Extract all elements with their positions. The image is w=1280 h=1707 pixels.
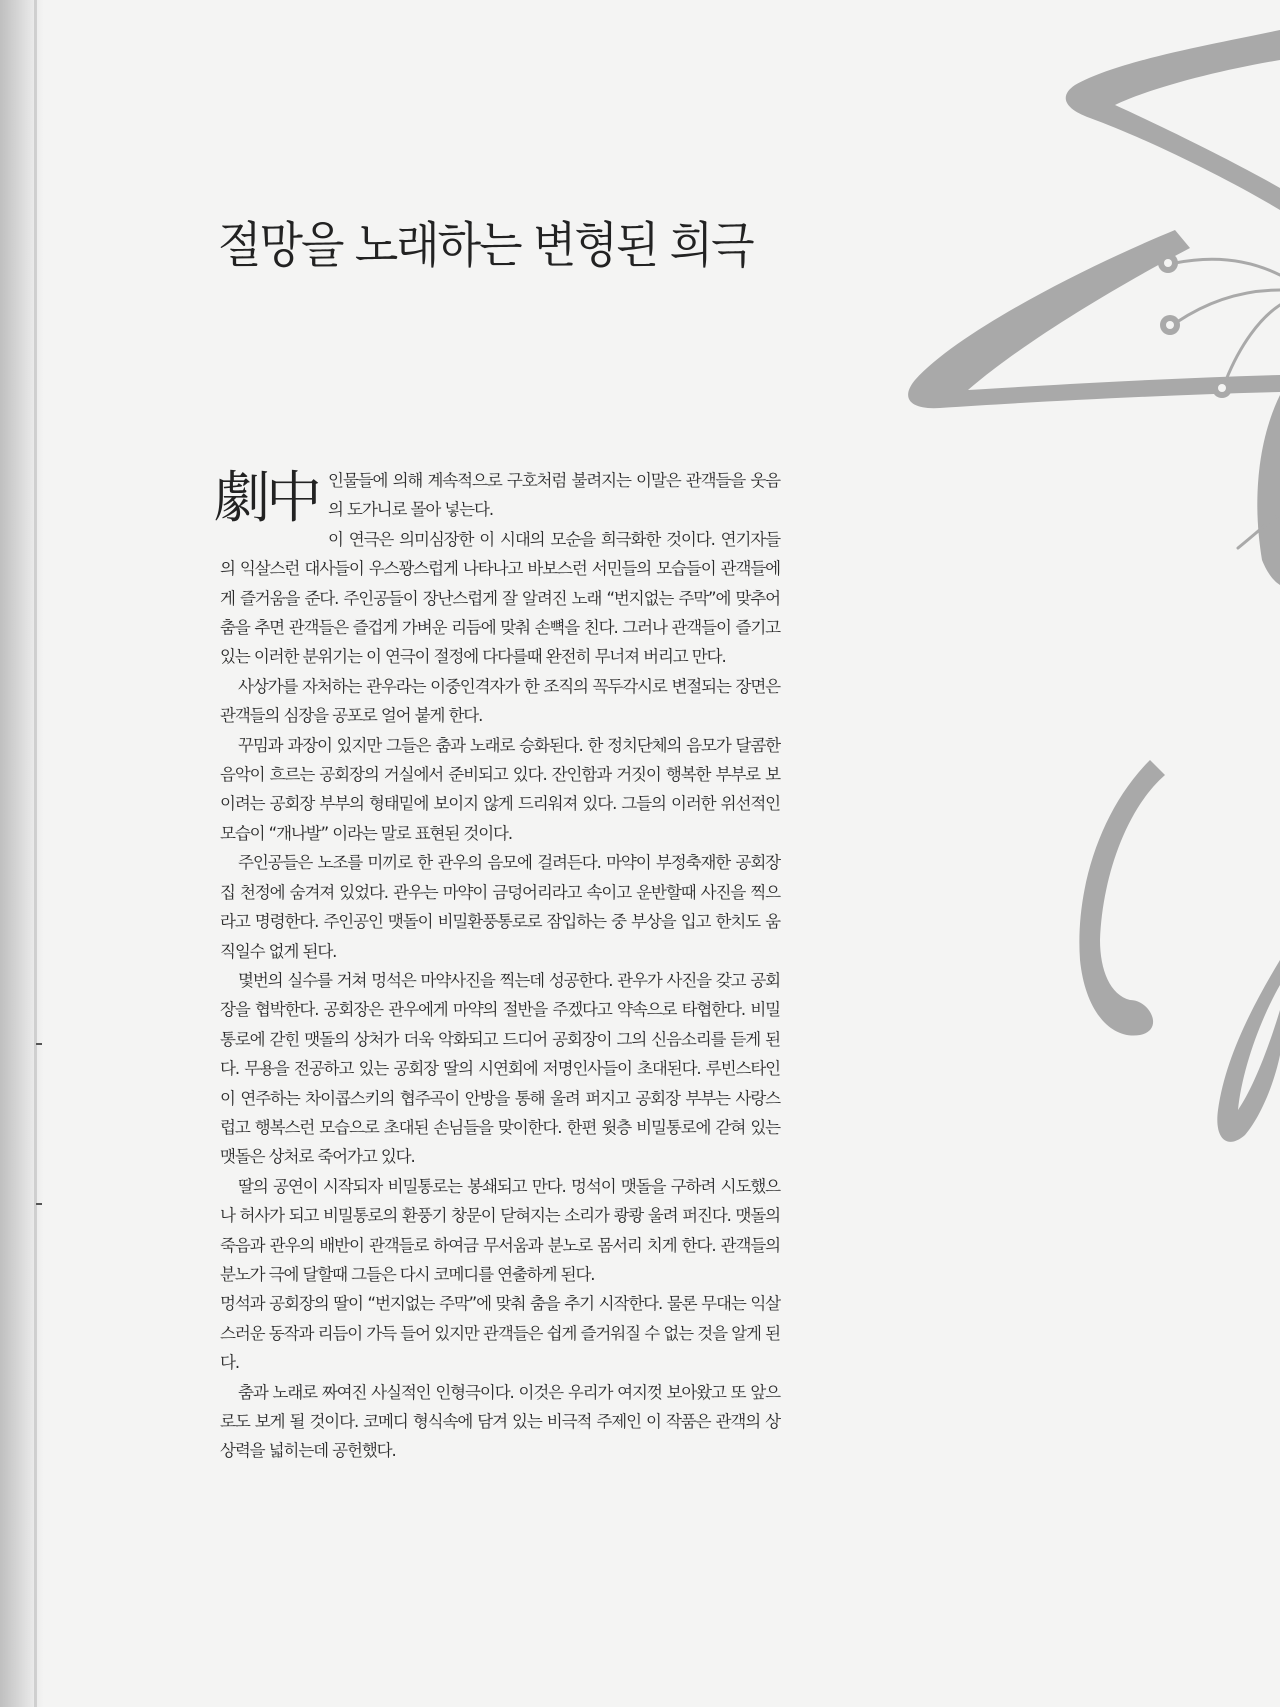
article-body [214,466,780,1466]
article-paragraph: 인물들에 의해 계속적으로 구호처럼 불려지는 이말은 관객들을 웃음의 도가니로 몰아 넣는다. [328,471,780,520]
article-paragraph: 몇번의 실수를 거쳐 멍석은 마약사진을 찍는데 성공한다. 관우가 사진을 갖고 공회장을 협박한다. 공회장은 관우에게 마약의 절반을 주겠다고 약속으로 타협한다. 비밀통로에 갇힌 맷돌의 상처가 더욱 악화되고 드디어 공회장이 그의 신음소리를 듣게 된다. 무용을 전공하고 있는 공회장 딸의 시연회에 저명인사들이 초대된다. 루빈스타인이 연주하는 차이콥스키의 협주곡이 안방을 통해 울려 퍼지고 공회장 부부는 사랑스럽고 행복스런 모습으로 초대된 손님들을 맞이한다. 한편 윗층 비밀통로에 갇혀 있는 맷돌은 상처로 죽어가고 있다. [220,970,780,1167]
article-paragraph: 멍석과 공회장의 딸이 “번지없는 주막”에 맞춰 춤을 추기 시작한다. 물론 무대는 익살스러운 동작과 리듬이 가득 들어 있지만 관객들은 쉽게 즐거워질 수 없는 것을 알게 된다. [220,1294,780,1373]
drop-cap: 劇中 [214,466,318,531]
upper-petal [1066,30,1280,210]
lower-leaf-right [1217,960,1280,1142]
article-paragraph: 주인공들은 노조를 미끼로 한 관우의 음모에 걸려든다. 마약이 부정축재한 공회장집 천정에 숨겨져 있었다. 관우는 마약이 금덩어리라고 속이고 운반할때 사진을 찍으라고 명령한다. 주인공인 맷돌이 비밀환풍통로로 잠입하는 중 부상을 입고 한치도 움직일수 없게 된다. [220,853,780,961]
stamen-tip-inner [1166,321,1174,329]
article-paragraph: 딸의 공연이 시작되자 비밀통로는 봉쇄되고 만다. 멍석이 맷돌을 구하려 시도했으나 허사가 되고 비밀통로의 환풍기 창문이 닫혀지는 소리가 쾅쾅 울려 퍼진다. 맷돌의 죽음과 관우의 배반이 관객들로 하여금 무서움과 분노로 몸서리 치게 한다. 관객들의 분노가 극에 달할때 그들은 다시 코메디를 연출하게 된다. [220,1176,780,1284]
right-petal [1257,395,1280,585]
stamen-tip-inner [1218,384,1226,392]
lower-leaf-left [1079,760,1165,1036]
article-paragraph: 꾸밈과 과장이 있지만 그들은 춤과 노래로 승화된다. 한 정치단체의 음모가 달콤한 음악이 흐르는 공회장의 거실에서 준비되고 있다. 잔인함과 거짓이 행복한 부부로 보이려는 공회장 부부의 형태밑에 보이지 않게 드리워져 있다. 그들의 이러한 위선적인 모습이 “개나발” 이라는 말로 표현된 것이다. [220,735,780,843]
stamen-filament [1175,259,1280,275]
article-paragraph: 춤과 노래로 짜여진 사실적인 인형극이다. 이것은 우리가 여지껏 보아왔고 또 앞으로도 보게 될 것이다. 코메디 형식속에 담겨 있는 비극적 주제인 이 작품은 관객의 상상력을 넓히는데 공헌했다. [220,1382,780,1461]
article-paragraph: 이 연극은 의미심장한 이 시대의 모순을 희극화한 것이다. 연기자들의 익살스런 대사들이 우스꽝스럽게 나타나고 바보스런 서민들의 모습들이 관객들에게 즐거움을 준다. 주인공들이 장난스럽게 잘 알려진 노래 “번지없는 주막”에 맞추어 춤을 추면 관객들은 즐겁게 가벼운 리듬에 맞춰 손뼉을 친다. 그러나 관객들이 즐기고 있는 이러한 분위기는 이 연극이 절정에 다다를때 완전히 무너져 버리고 만다. [220,529,780,667]
article-title: 절망을 노래하는 변형된 희극 [218,216,753,275]
stamen-tip-inner [1164,259,1172,267]
stamen-filament [1226,305,1280,380]
article-paragraph: 사상가를 자처하는 관우라는 이중인격자가 한 조직의 꼭두각시로 변절되는 장면은 관객들의 심장을 공포로 얼어 붙게 한다. [220,676,780,726]
